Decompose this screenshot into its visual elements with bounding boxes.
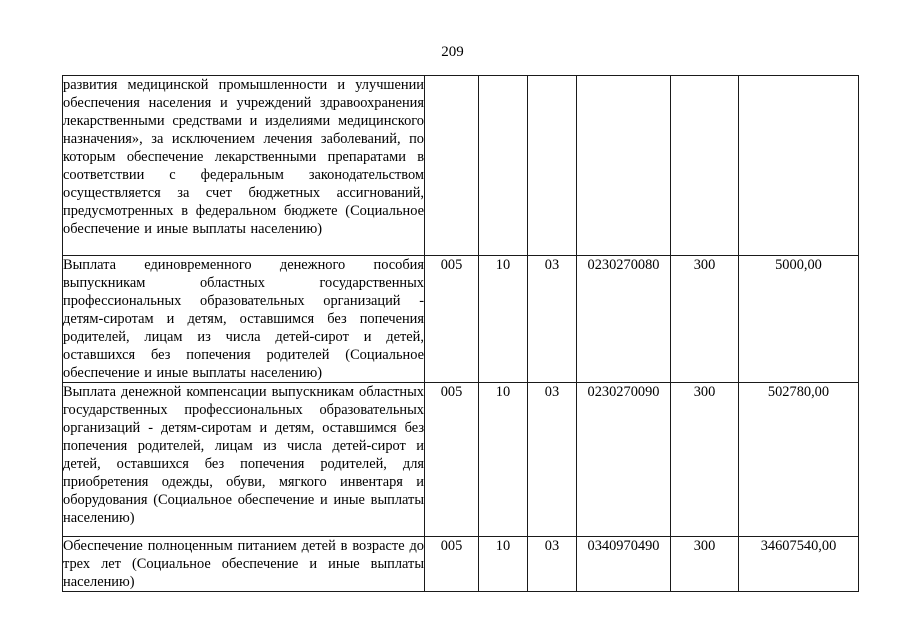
- cell-section-code: 10: [479, 383, 528, 537]
- cell-target-article-code: [577, 76, 671, 256]
- cell-expense-type-code: [671, 76, 739, 256]
- table-row: [63, 256, 859, 383]
- cell-amount: 502780,00: [739, 383, 859, 537]
- row-description: Выплата единовременного денежного пособия выпускникам областных государственных профессиональных образовательных организаций - детям-сиротам и детям, оставшимся без попечения родителей, лицам из числа детей-сирот и детей, оставшихся без попечения родителей (Социальное обеспечение и иные выплаты населению): [63, 257, 424, 381]
- page-number: 209: [441, 44, 464, 60]
- row-description: развития медицинской промышленности и улучшении обеспечения населения и учреждений здравоохранения лекарственными средствами и изделиями медицинского назначения», за исключением лечения заболеваний, по которым обеспечение лекарственными препаратами в соответствии с федеральным законодательством осуществляется за счет бюджетных ассигнований, предусмотренных в федеральном бюджете (Социальное обеспечение и иные выплаты населению): [63, 76, 425, 256]
- cell-subsection-code: 03: [528, 256, 577, 383]
- cell-target-article-code: 0230270090: [577, 383, 671, 537]
- cell-target-article-code: 0340970490: [577, 537, 671, 592]
- table-row: [63, 537, 859, 592]
- cell-target-article-code: 0230270080: [577, 256, 671, 383]
- table-row: [63, 383, 859, 537]
- cell-grbs-code: 005: [425, 256, 479, 383]
- table-row: [63, 76, 859, 256]
- cell-grbs-code: [425, 76, 479, 256]
- cell-amount: 5000,00: [739, 256, 859, 383]
- cell-section-code: 10: [479, 256, 528, 383]
- cell-expense-type-code: 300: [671, 537, 739, 592]
- cell-grbs-code: 005: [425, 383, 479, 537]
- cell-subsection-code: [528, 76, 577, 256]
- cell-section-code: 10: [479, 537, 528, 592]
- cell-subsection-code: 03: [528, 537, 577, 592]
- cell-grbs-code: 005: [425, 537, 479, 592]
- row-description: Выплата денежной компенсации выпускникам областных государственных профессиональных образовательных организаций - детям-сиротам и детям, оставшимся без попечения родителей, лицам из числа детей-сирот и детей, оставшихся без попечения родителей, для приобретения одежды, обуви, мягкого инвентаря и оборудования (Социальное обеспечение и иные выплаты населению): [63, 383, 425, 537]
- budget-table: [62, 75, 859, 592]
- cell-expense-type-code: 300: [671, 383, 739, 537]
- cell-amount: [739, 76, 859, 256]
- cell-section-code: [479, 76, 528, 256]
- cell-expense-type-code: 300: [671, 256, 739, 383]
- cell-amount: 34607540,00: [739, 537, 859, 592]
- cell-subsection-code: 03: [528, 383, 577, 537]
- row-description: Обеспечение полноценным питанием детей в возрасте до трех лет (Социальное обеспечение и иные выплаты населению): [63, 538, 424, 590]
